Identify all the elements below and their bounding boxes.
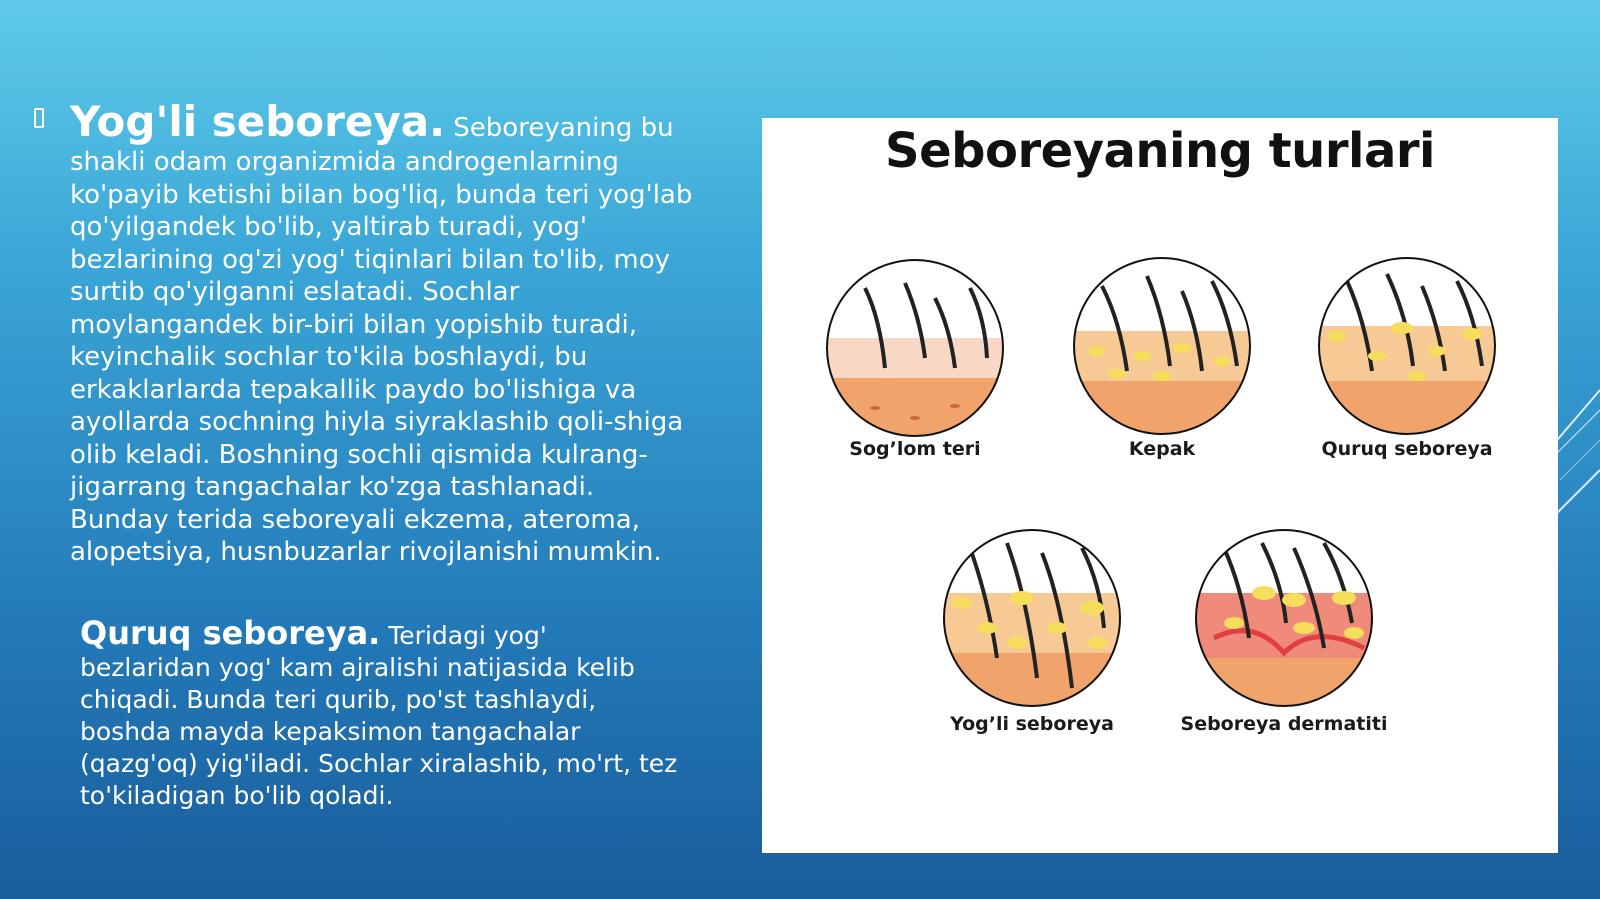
- dry-seborrhea-heading: Quruq seboreya.: [80, 614, 381, 652]
- dry-seborrhea-paragraph: [80, 614, 680, 812]
- oily-seborrhea-body: shakli odam organizmida androgenlarning ko'payib ketishi bilan bog'liq, bunda teri yog'lab qo'yilgandek bo'lib, yaltirab turadi, yog' bezlarining og'zi yog' tiqinlari bilan to'lib, moy surtib qo'yilganni eslatadi. Sochlar moylangandek bir-biri bilan yopishib turadi, keyinchalik sochlar to'kila boshlaydi, bu erkaklarlarda tepakallik paydo bo'lishiga va ayollarda sochning hiyla siyraklashib qoli-shiga olib keladi. Boshning sochli qismida kulrang-jigarrang tangachalar ko'zga tashlanadi. Bunday terida seboreyali ekzema, ateroma, alopetsiya, husnbuzarlar rivojlanishi mumkin.: [70, 147, 693, 567]
- type-label-oily-seborrhea: Yog’li seboreya: [950, 713, 1114, 735]
- oily-seborrhea-lead: Seboreyaning bu: [445, 113, 674, 143]
- oily-seborrhea-skin-icon: [942, 528, 1122, 708]
- seborrheic-dermatitis-skin-icon: [1194, 528, 1374, 708]
- type-label-healthy: Sog’lom teri: [849, 438, 981, 460]
- square-bullet-icon: [34, 108, 44, 128]
- seborrhea-types-infographic: [762, 118, 1558, 853]
- dry-seborrhea-skin-icon: [1317, 256, 1497, 436]
- dandruff-skin-icon: [1072, 256, 1252, 436]
- infographic-title: Seboreyaning turlari: [885, 123, 1435, 179]
- type-label-seborrheic-dermatitis: Seboreya dermatiti: [1180, 713, 1388, 735]
- dry-seborrhea-body: Teridagi yog' bezlaridan yog' kam ajralishi natijasida kelib chiqadi. Bunda teri qurib, po'st tashlaydi, boshda mayda kepaksimon tangachalar (qazg'oq) yig'iladi. Sochlar xiralashib, mo'rt, tez to'kiladigan bo'lib qoladi.: [80, 621, 678, 810]
- healthy-skin-icon: [825, 258, 1005, 438]
- type-label-dandruff: Kepak: [1128, 438, 1196, 460]
- type-label-dry-seborrhea: Quruq seboreya: [1321, 438, 1493, 460]
- oily-seborrhea-heading: Yog'li seboreya.: [70, 97, 446, 146]
- oily-seborrhea-paragraph: [70, 98, 700, 569]
